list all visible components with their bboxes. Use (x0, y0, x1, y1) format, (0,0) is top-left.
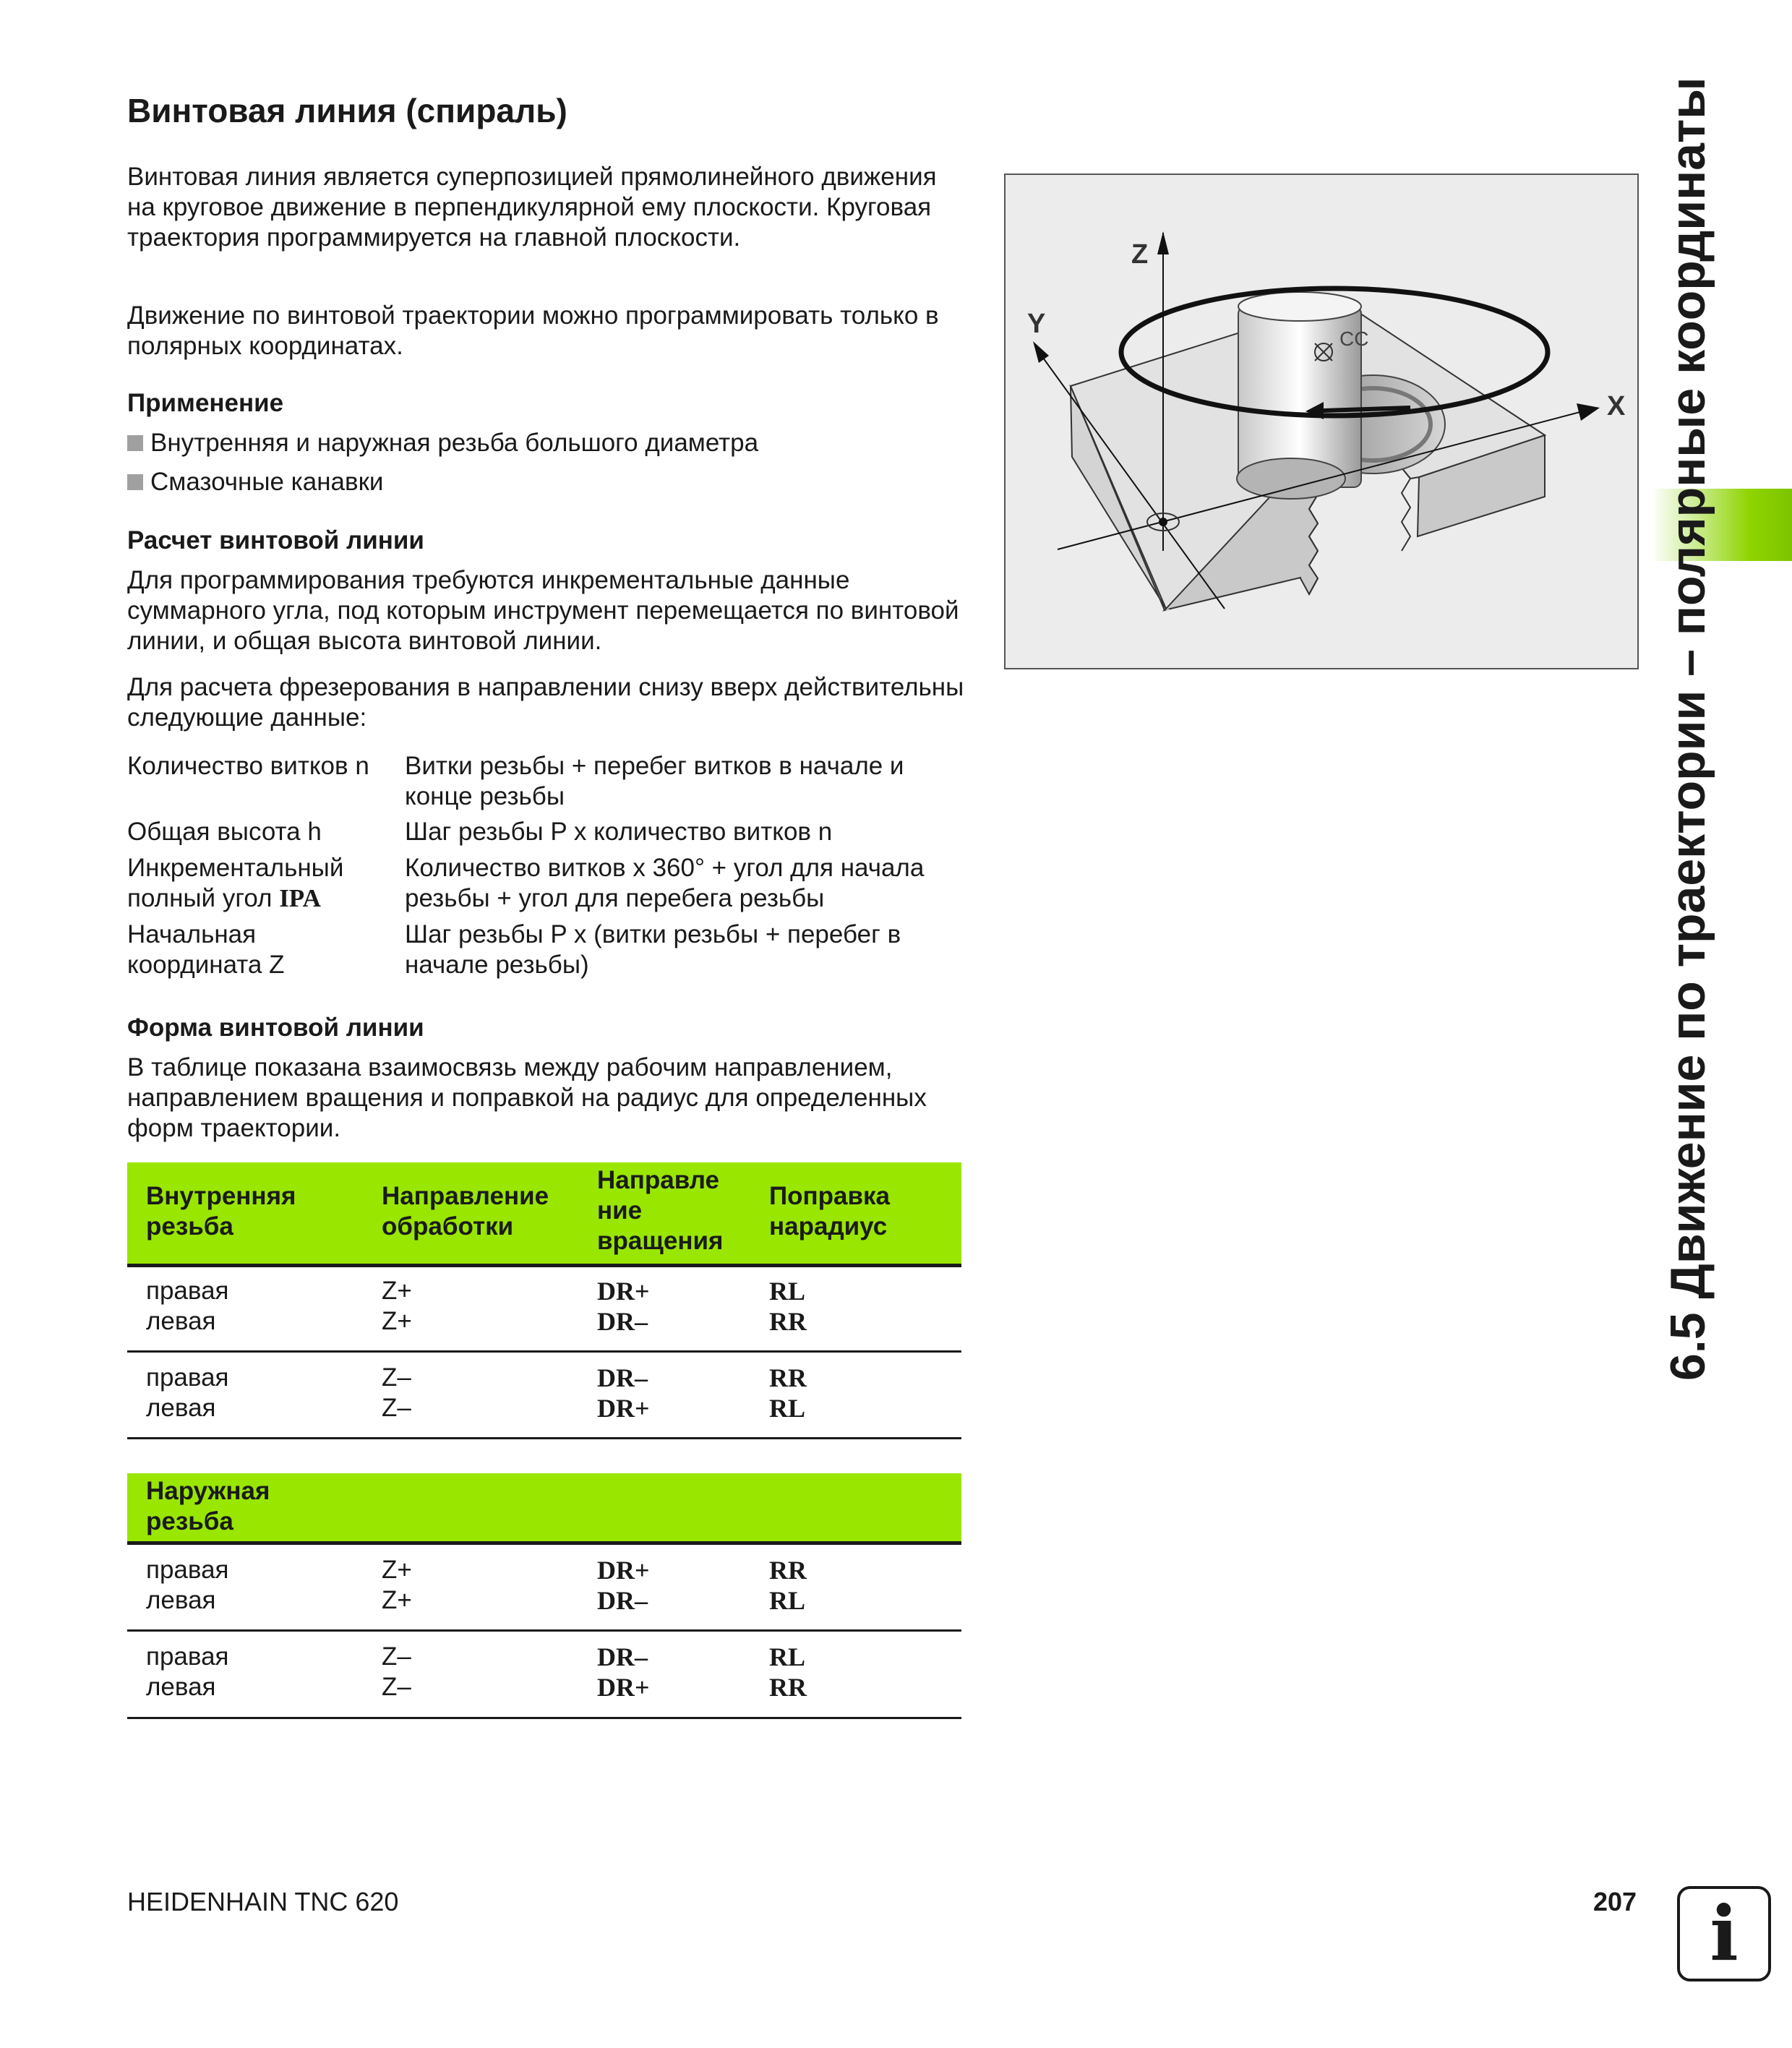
table-cell-direction: Z– (382, 1642, 411, 1671)
side-chapter-title: 6.5 Движение по траектории – полярные координаты (1660, 77, 1715, 1381)
table-cell-rotation: DR+ (597, 1394, 650, 1423)
table-row-group (127, 1353, 961, 1439)
definition-term-line: координата Z (127, 951, 285, 979)
table-cell-thread: правая (146, 1642, 229, 1671)
calculation-heading: Расчет винтовой линии (127, 526, 424, 554)
table-header-internal (127, 1162, 961, 1267)
table-cell-thread: левая (146, 1307, 216, 1335)
table-cell-thread: левая (146, 1673, 216, 1701)
definition-term (127, 853, 395, 914)
cc-label: CC (1339, 327, 1369, 350)
table-cell-compensation: RR (769, 1307, 807, 1336)
table-cell-rotation: DR– (597, 1642, 648, 1671)
calculation-paragraph-1: Для программирования требуются инкрементальные данные суммарного угла, под которым инструмент перемещается по винтовой линии, и общая высота винтовой линии. (127, 566, 959, 655)
bullet-square-icon (127, 474, 143, 490)
table-cell-compensation: RL (769, 1642, 806, 1671)
helix-figure (1004, 173, 1639, 669)
table-cell-direction: Z– (382, 1363, 411, 1392)
table-header-cell: Наружная резьба (146, 1477, 270, 1535)
table-cell-compensation: RR (769, 1556, 807, 1585)
table-cell-compensation: RL (769, 1394, 806, 1423)
ipa-code: IPA (279, 884, 321, 912)
intro-paragraph-1: Винтовая линия является суперпозицией прямолинейного движения на круговое движение в перпендикулярной ему плоскости. Круговая траектория программируется на главной плоскости. (127, 163, 937, 252)
table-cell-direction: Z+ (382, 1586, 412, 1614)
table-cell-thread: правая (146, 1277, 229, 1305)
table-cell-compensation: RR (769, 1673, 807, 1702)
x-axis-arrowhead (1577, 403, 1600, 421)
info-icon (1677, 1886, 1771, 1981)
definition-text: Количество витков x 360° + угол для начала резьбы + угол для перебега резьбы (405, 854, 925, 912)
table-cell-thread: левая (146, 1394, 216, 1422)
table-row-group (127, 1545, 961, 1632)
form-paragraph: В таблице показана взаимосвязь между рабочим направлением, направлением вращения и поправкой на радиус для определенных форм траектории. (127, 1053, 927, 1142)
table-header-cell: Поправка нарадиус (769, 1182, 891, 1241)
helix-diagram (1006, 175, 1637, 668)
table-cell-rotation: DR– (597, 1363, 648, 1392)
table-cell-rotation: DR+ (597, 1673, 650, 1702)
definition-term: Общая высота h (127, 818, 322, 846)
table-row-group (127, 1267, 961, 1353)
definition-term-line: Начальная (127, 920, 257, 948)
application-heading: Применение (127, 389, 284, 417)
table-header-cell: Направле ние вращения (597, 1166, 724, 1255)
info-icon-glyph: i (1710, 1889, 1739, 1978)
application-item (127, 467, 383, 497)
table-cell-rotation: DR– (597, 1307, 648, 1336)
origin-dot (1159, 518, 1167, 526)
table-cell-direction: Z+ (382, 1277, 412, 1305)
definition-text: Шаг резьбы P x количество витков n (405, 818, 833, 846)
page-title: Винтовая линия (спираль) (127, 92, 567, 129)
intro-paragraph-2: Движение по винтовой траектории можно программировать только в полярных координатах. (127, 301, 939, 360)
table-header-cell: Внутренняя резьба (146, 1182, 296, 1241)
table-cell-rotation: DR– (597, 1586, 648, 1615)
table-cell-compensation: RR (769, 1363, 807, 1392)
helix-arrow (1324, 408, 1410, 411)
y-axis-arrowhead (1033, 341, 1049, 363)
calculation-paragraph-2: Для расчета фрезерования в направлении снизу вверх действительны следующие данные: (127, 673, 964, 732)
application-item (127, 428, 758, 458)
definition-term-line: Инкрементальный (127, 854, 344, 882)
definition-term-line: полный угол IPA (127, 884, 321, 912)
table-header-cell: Направление обработки (382, 1182, 549, 1241)
table-header-external (127, 1473, 961, 1545)
application-item-label: Смазочные канавки (150, 468, 384, 496)
table-row-group (127, 1632, 961, 1719)
table-cell-direction: Z+ (382, 1307, 412, 1335)
table-cell-direction: Z– (382, 1673, 411, 1701)
definition-term: Количество витков n (127, 752, 369, 780)
table-cell-thread: правая (146, 1363, 229, 1392)
definition-text: Шаг резьбы P x (витки резьбы + перебег в начале резьбы) (405, 920, 901, 979)
table-cell-rotation: DR+ (597, 1277, 650, 1306)
table-cell-compensation: RL (769, 1277, 806, 1306)
form-heading: Форма винтовой линии (127, 1014, 424, 1042)
table-cell-compensation: RL (769, 1586, 806, 1615)
table-cell-rotation: DR+ (597, 1556, 650, 1585)
table-cell-thread: левая (146, 1586, 216, 1614)
table-cell-thread: правая (146, 1556, 229, 1584)
application-item-label: Внутренняя и наружная резьба большого диаметра (150, 429, 759, 457)
definition-text: Витки резьбы + перебег витков в начале и конце резьбы (405, 752, 904, 810)
table-cell-direction: Z+ (382, 1556, 412, 1584)
footer-product: HEIDENHAIN TNC 620 (127, 1887, 399, 1916)
z-axis-arrowhead (1157, 231, 1169, 254)
table-cell-direction: Z– (382, 1394, 411, 1422)
z-axis-label: Z (1131, 239, 1149, 270)
y-axis-label: Y (1027, 309, 1046, 339)
milling-tool-top (1238, 292, 1361, 321)
page-number: 207 (1593, 1887, 1637, 1916)
x-axis-label: X (1607, 391, 1626, 421)
bullet-square-icon (127, 435, 143, 451)
definition-term (127, 920, 395, 980)
